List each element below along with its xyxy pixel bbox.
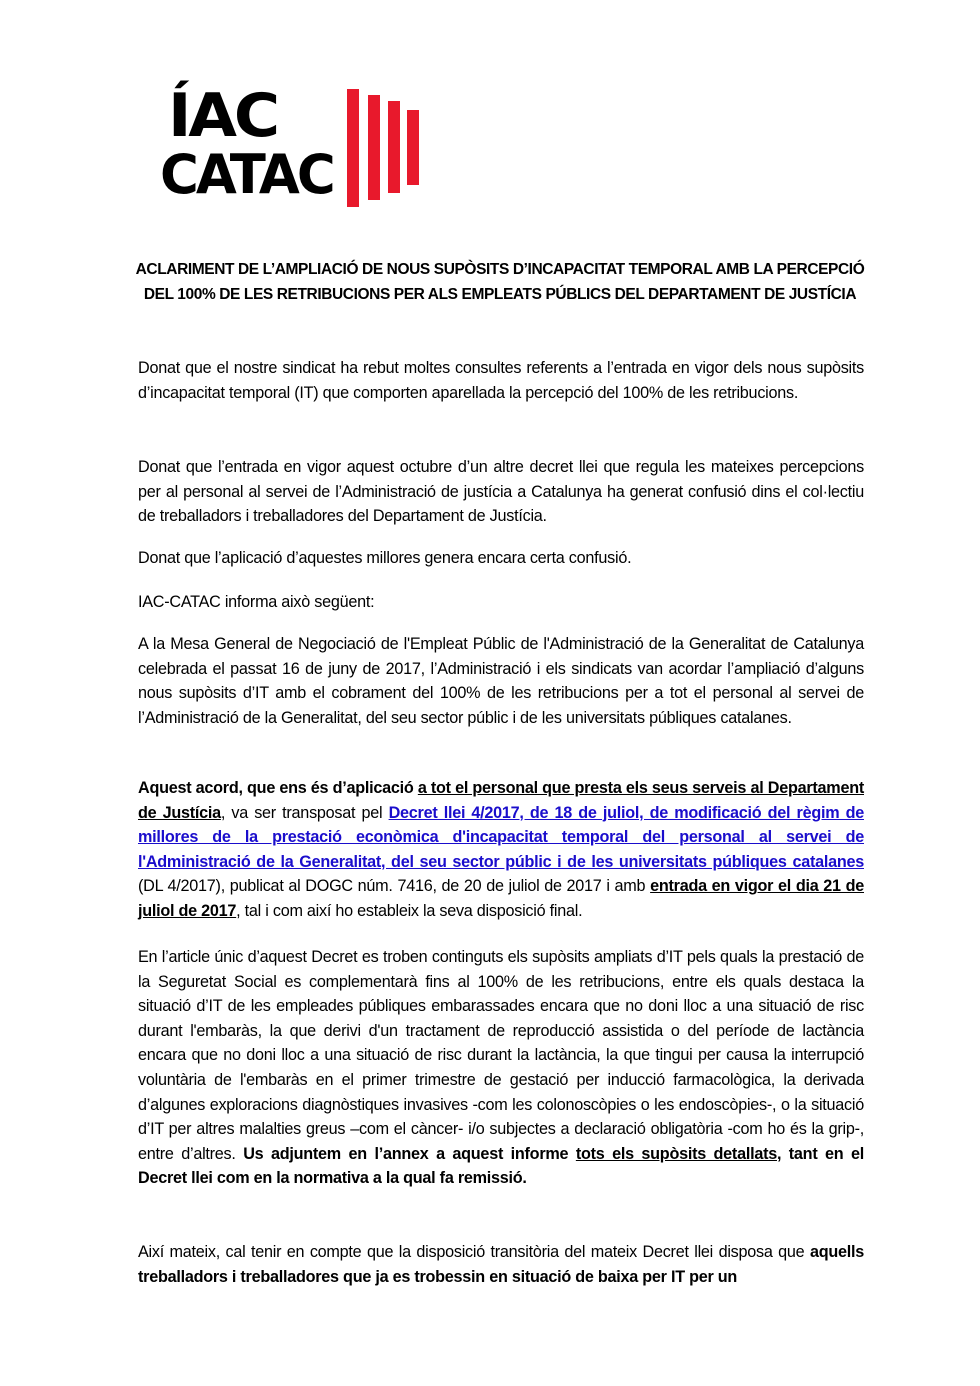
paragraph-3: Donat que l’aplicació d’aquestes millores genera encara certa confusió.	[138, 549, 632, 567]
document-title: ACLARIMENT DE L’AMPLIACIÓ DE NOUS SUPÒSITS D’INCAPACITAT TEMPORAL AMB LA PERCEPCIÓ DEL 100% DE LES RETRIBUCIONS PER ALS EMPLEATS PÚBLICS DEL DEPARTAMENT DE JUSTÍCIA	[135, 261, 865, 303]
paragraph-1: Donat que el nostre sindicat ha rebut moltes consultes referents a l’entrada en vigor dels nous supòsits d’incapacitat temporal (IT) que comporten aparellada la percepció del 100% de les retribucions.	[138, 359, 864, 402]
logo-bar-4	[407, 110, 419, 185]
paragraph-8	[138, 1240, 864, 1289]
p8-bold: aquells treballadors i treballadores que ja es trobessin en situació de baixa per IT per un	[138, 1243, 864, 1286]
paragraph-7	[138, 945, 864, 1191]
paragraph-4: IAC-CATAC informa això següent:	[138, 593, 375, 611]
paragraph-6	[138, 776, 864, 924]
p8-text: Així mateix, cal tenir en compte que la disposició transitòria del mateix Decret llei disposa que	[138, 1243, 810, 1261]
p6-bold-intro: Aquest acord, que ens és d’aplicació	[138, 779, 418, 797]
p7-text: En l’article únic d’aquest Decret es troben continguts els supòsits ampliats d’IT pels quals la prestació de la Seguretat Social es complementarà fins al 100% de les retribucions, entre els quals destaca la situació d’IT de les empleades públiques embarassades encara que no doni lloc a una situació de risc durant l'embaràs, la que derivi d'un tractament de reproducció assistida o del període de lactància encara que no doni lloc a una situació de risc durant la lactància, la que tingui per causa la interrupció voluntària de l'embaràs en el primer trimestre de gestació per inducció farmacològica, la derivada d’algunes exploracions diagnòstiques invasives -com les colonoscòpies o les endoscòpies-, o la situació d’IT per altres malalties greus –com el càncer- i/o subjectes a declaració obligatòria -com ho és la grip-, entre d’altres.	[138, 948, 864, 1163]
logo-text-catac: CATAC	[160, 143, 333, 206]
p7-bold-1: Us adjuntem en l’annex a aquest informe	[243, 1144, 576, 1163]
logo-bar-2	[368, 95, 380, 200]
p6-underlined-date: entrada en vigor el dia 21 de juliol de 2017	[138, 877, 864, 920]
p6-end-text: , tal i com així ho estableix la seva disposició final.	[236, 901, 583, 920]
logo-bar-3	[388, 101, 400, 193]
paragraph-5: A la Mesa General de Negociació de l'Empleat Públic de l'Administració de la Generalitat de Catalunya celebrada el passat 16 de juny de 2017, l’Administració i els sindicats van acordar l’ampliació d’alguns nous supòsits d’IT amb el cobrament del 100% de les retribucions per a tot el personal al servei de l’Administració de la Generalitat, del seu sector públic i de les universitats públiques catalanes.	[138, 635, 864, 727]
p6-after-link: (DL 4/2017), publicat al DOGC núm. 7416, de 20 de juliol de 2017 i amb	[138, 877, 651, 896]
p7-bold-2: , tant en el Decret llei com en la normativa a la qual fa remissió.	[138, 1144, 864, 1188]
iac-catac-logo	[160, 82, 430, 212]
paragraph-2: Donat que l’entrada en vigor aquest octubre d’un altre decret llei que regula les mateixes percepcions per al personal al servei de l’Administració de justícia a Catalunya ha generat confusió dins el col·lectiu de treballadors i treballadores del Departament de Justícia.	[138, 458, 864, 526]
logo-text-iac: ÍAC	[168, 81, 277, 151]
p7-bold-underlined: tots els supòsits detallats	[575, 1144, 777, 1163]
p6-mid-text: , va ser transposat pel	[220, 803, 389, 822]
logo-bar-1	[347, 89, 359, 207]
decret-llei-link[interactable]: Decret llei 4/2017, de 18 de juliol, de modificació del règim de millores de la prestació econòmica d'incapacitat temporal del personal al servei de l'Administració de la Generalitat, del seu sector públic i de les universitats públiques catalanes	[138, 803, 864, 871]
p6-underlined-scope: a tot el personal que presta els seus serveis al Departament de Justícia	[138, 779, 864, 822]
